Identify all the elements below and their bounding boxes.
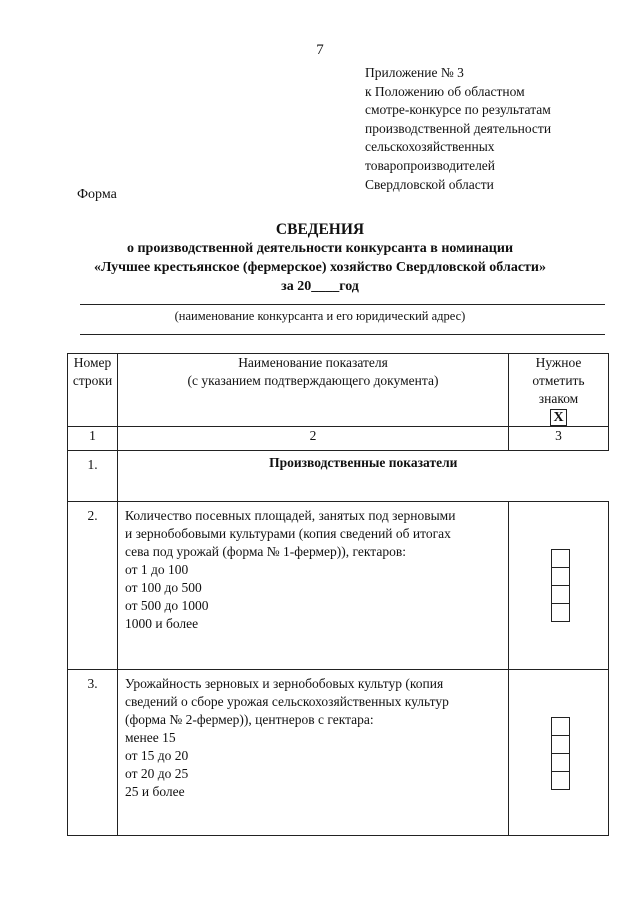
option-label: 25 и более [125,784,185,799]
header-text: Номер [73,355,112,370]
table-header-row [68,354,609,427]
indicator-line: (форма № 2-фермер)), центнеров с гектара: [125,712,374,727]
option-checkbox[interactable] [551,603,570,622]
appendix-line: сельскохозяйственных [365,139,495,155]
appendix-line: производственной деятельности [365,120,552,136]
indicator-text [118,502,509,670]
option-label: менее 15 [125,730,176,745]
option-checkbox[interactable] [551,549,570,568]
mark-cell [509,502,609,670]
option-label: от 500 до 1000 [125,598,209,613]
appendix-line: смотре-конкурсе по результатам [365,102,551,118]
appendix-line: товаропроизводителей [365,157,496,173]
option-label: от 20 до 25 [125,766,189,781]
form-label: Форма [77,187,117,202]
address-field-line[interactable] [80,334,605,335]
indicator-line: и зернобобовыми культурами (копия сведений об итогах [125,526,451,541]
table-row [68,502,609,670]
row-number: 1. [68,451,118,502]
option-checkbox[interactable] [551,717,570,736]
indicator-line: Количество посевных площадей, занятых под зерновыми [125,508,456,523]
column-number: 3 [509,427,609,451]
option-checkbox[interactable] [551,753,570,772]
title-line-1: о производственной деятельности конкурсанта в номинации [126,241,514,256]
header-row-number [68,354,118,427]
option-checkbox[interactable] [551,585,570,604]
table-row [68,670,609,836]
option-label: от 100 до 500 [125,580,202,595]
header-text: (с указанием подтверждающего документа) [187,373,439,388]
header-text: Наименование показателя [238,355,388,370]
x-mark-sample: X [550,409,567,426]
header-text: отметить [532,373,585,388]
header-text: Нужное [535,355,582,370]
checkbox-group [551,718,570,790]
column-numbers-row [68,427,609,451]
section-row [68,451,609,502]
appendix-line: Приложение № 3 [365,65,464,80]
appendix-line: к Положению об областном [365,83,525,99]
page-number: 7 [316,42,324,58]
indicator-line: Урожайность зерновых и зернобобовых культур (копия [125,676,444,691]
checkbox-group [551,550,570,622]
row-number: 2. [68,502,118,670]
option-label: от 1 до 100 [125,562,189,577]
title-main: СВЕДЕНИЯ [275,221,365,238]
name-field-caption: (наименование конкурсанта и его юридический адрес) [174,309,466,323]
column-number: 2 [118,427,509,451]
column-number: 1 [68,427,118,451]
row-number: 3. [68,670,118,836]
indicator-text [118,670,509,836]
option-checkbox[interactable] [551,735,570,754]
appendix-note [365,64,635,194]
header-text: строки [72,373,113,388]
indicators-table [67,353,609,836]
option-label: от 15 до 20 [125,748,189,763]
title-line-2: «Лучшее крестьянское (фермерское) хозяйство Свердловской области» [94,260,546,275]
header-mark [509,354,609,427]
option-label: 1000 и более [125,616,199,631]
option-checkbox[interactable] [551,771,570,790]
mark-cell [509,670,609,836]
document-title [0,220,640,296]
title-line-3: за 20____год [281,279,359,294]
header-text: знаком [538,391,579,406]
header-indicator-name [118,354,509,427]
indicator-line: сведений о сборе урожая сельскохозяйственных культур [125,694,449,709]
name-field-line[interactable] [80,304,605,305]
section-label: Производственные показатели [118,451,609,502]
indicator-line: сева под урожай (форма № 1-фермер)), гектаров: [125,544,406,559]
appendix-line: Свердловской области [365,176,494,192]
option-checkbox[interactable] [551,567,570,586]
